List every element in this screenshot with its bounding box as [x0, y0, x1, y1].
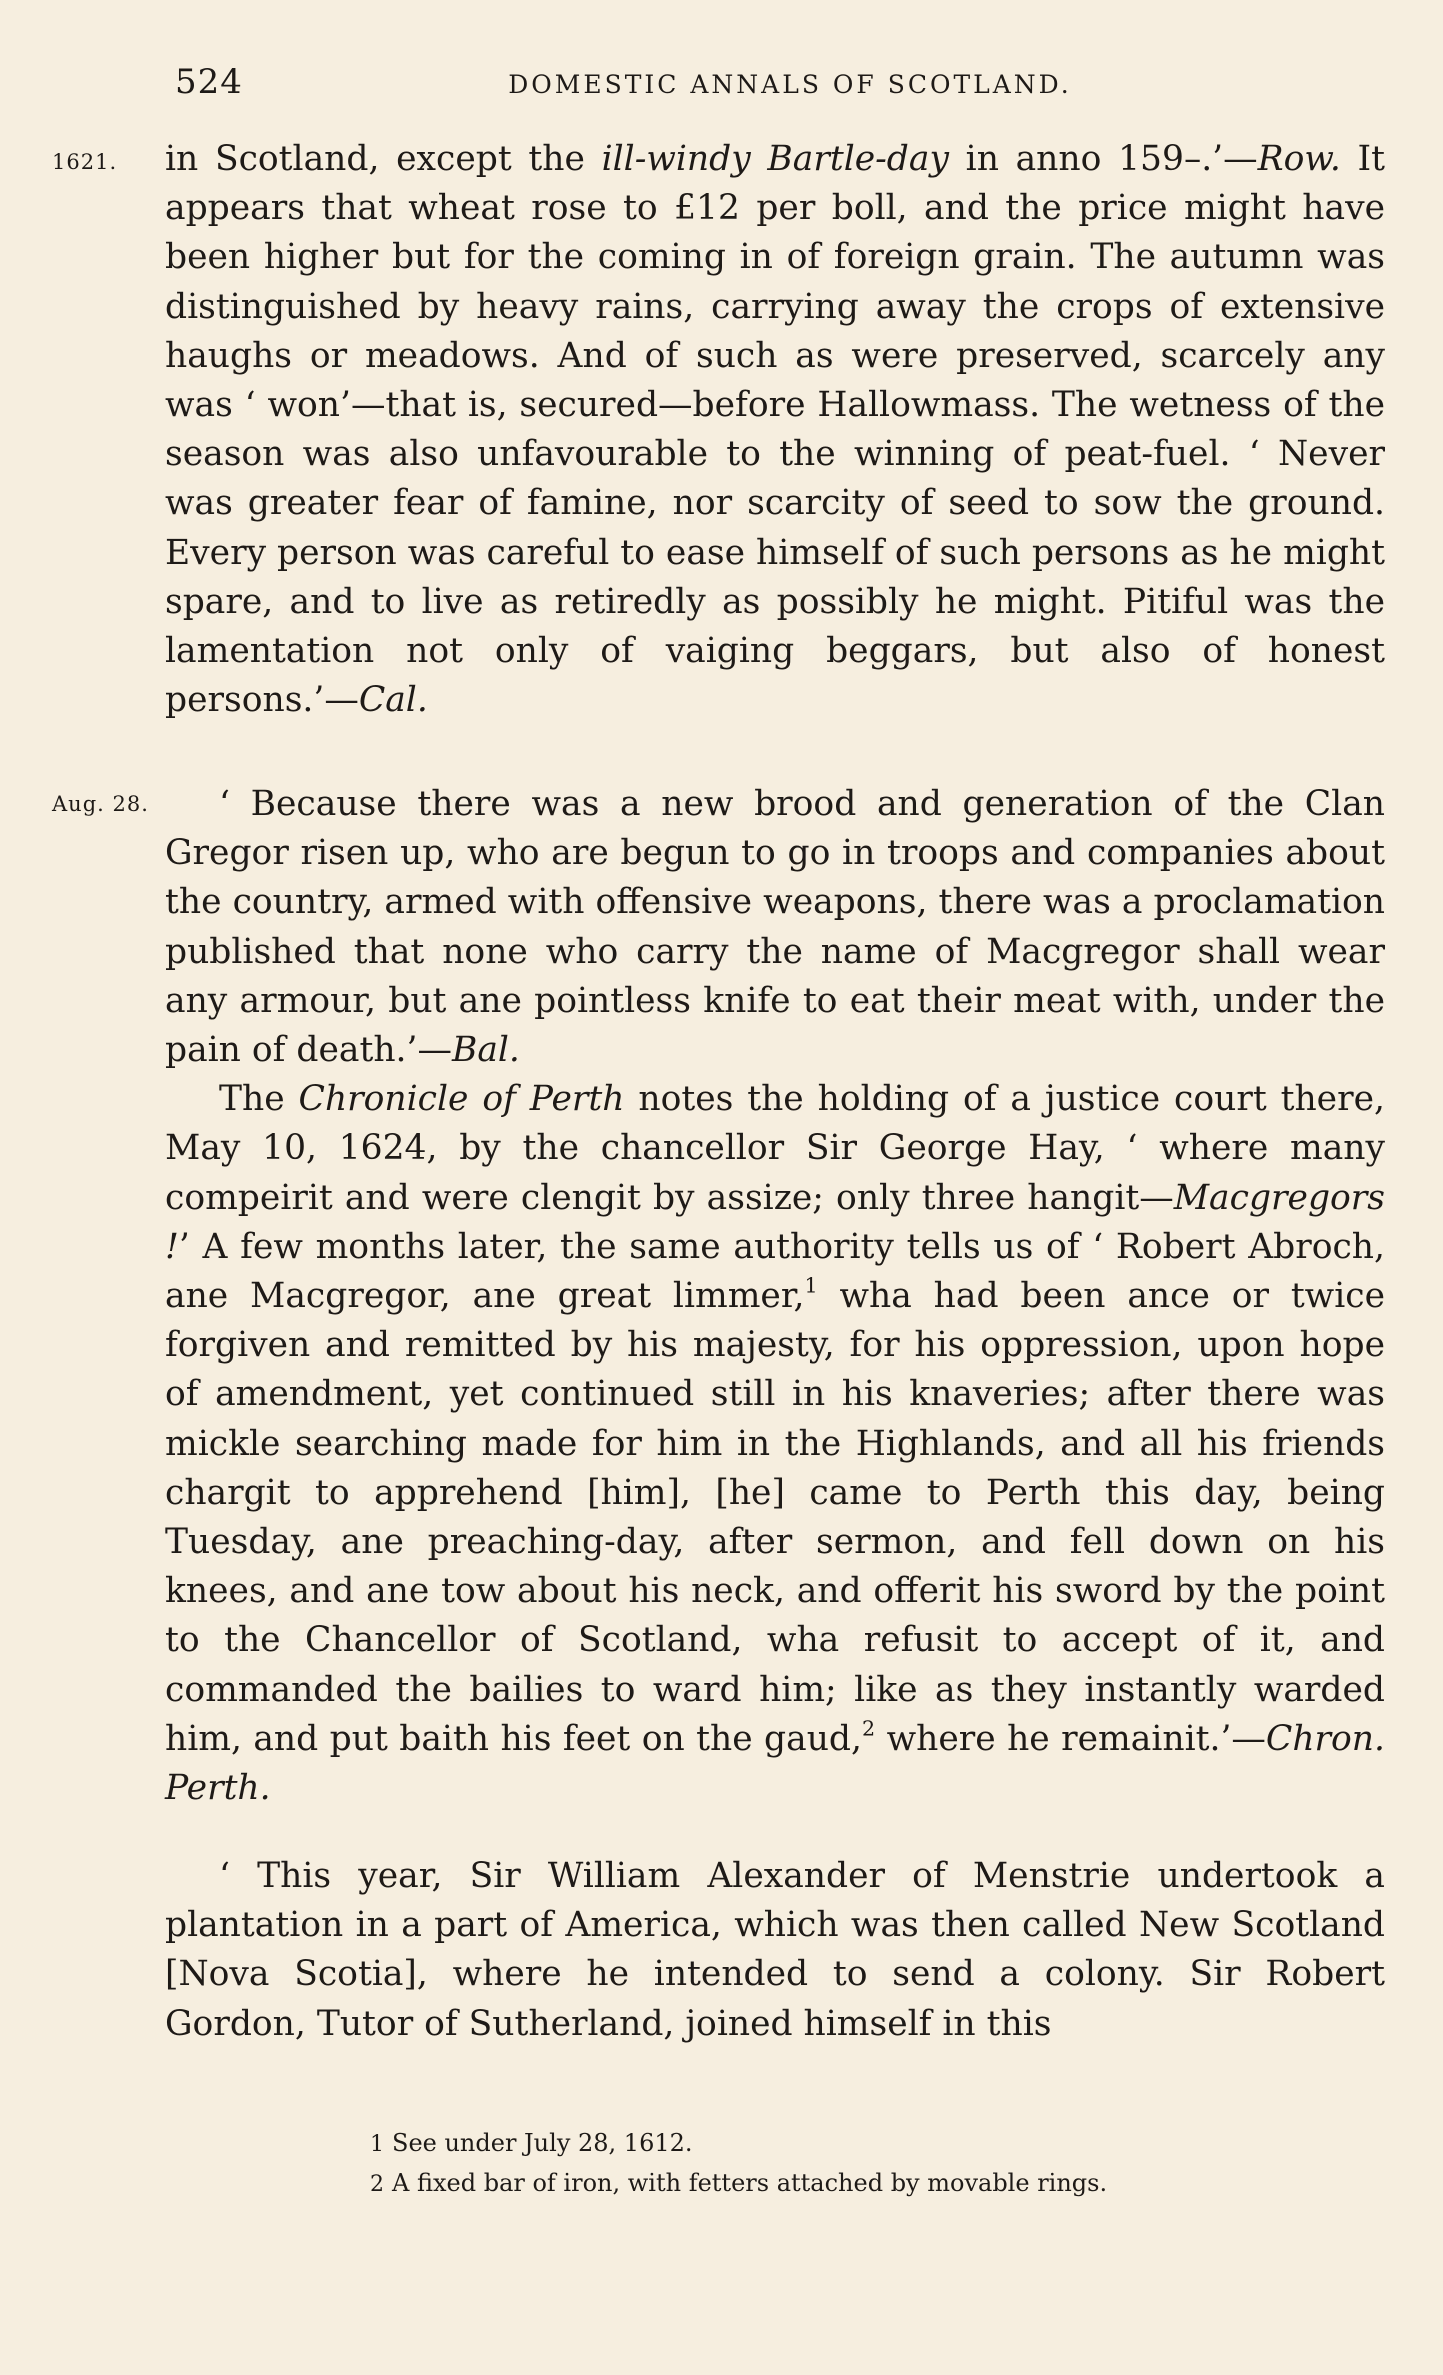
text-span: The	[219, 1079, 299, 1120]
margin-note-date: Aug. 28.	[52, 792, 149, 816]
footnote-ref: 1	[804, 1273, 818, 1298]
footnote-ref: 2	[861, 1716, 876, 1741]
footnote	[370, 2124, 1370, 2164]
source-citation: Row.	[1257, 139, 1341, 179]
footnote-text: A fixed bar of iron, with fetters attached by movable rings.	[392, 2169, 1108, 2197]
page-number: 524	[175, 62, 243, 102]
paragraph-4	[165, 1852, 1385, 2049]
footnote-number: 1	[370, 2132, 384, 2157]
footnote-number: 2	[370, 2172, 384, 2197]
entry-aug-28	[165, 780, 1385, 1813]
italic-span: ill-windy Bartle-day	[601, 139, 949, 179]
text-span: ‘ Because there was a new brood and generation of the Clan Gregor risen up, who are begun to go in troops and companies about the country, armed with offensive weapons, there was a proclamation published that none who carry the name of Macgregor shall wear any armour, but ane pointless knife to eat their meat with, under the pain of death.’—	[165, 784, 1385, 1071]
paragraph-1	[165, 135, 1385, 725]
source-citation: Bal.	[451, 1030, 520, 1071]
paragraph-3	[165, 1075, 1385, 1813]
footnote	[370, 2164, 1370, 2204]
source-citation: Cal.	[358, 680, 428, 721]
text-span: in Scotland, except the	[165, 139, 602, 179]
italic-span: Macgregors !	[165, 1177, 1385, 1267]
text-span: wha had been ance or twice forgiven and remitted by his majesty, for his oppression, upon hope of amendment, yet continued still in his knaveries; after there was mickle searching made for him in the Highlands, and all his friends chargit to apprehend [him], [he] came to Perth this day, being Tuesday, ane preaching-day, after sermon, and fell down on his knees, and ane tow about his neck, and offerit his sword by the point to the Chancellor of Scotland, wha refusit to accept of it, and commanded the bailies to ward him; like as they instantly warded him, and put baith his feet on the gaud,	[165, 1276, 1385, 1759]
text-span: where he remainit.’—	[875, 1718, 1266, 1759]
italic-span: Chronicle of Perth	[298, 1079, 625, 1120]
running-head: DOMESTIC ANNALS OF SCOTLAND.	[508, 70, 1072, 99]
paragraph-2	[165, 780, 1385, 1075]
text-span: ’ A few months later, the same authority tells us of ‘ Robert Abroch, ane Macgregor, ane great limmer,	[165, 1226, 1385, 1317]
text-span: It appears that wheat rose to £12 per boll, and the price might have been higher but for the coming in of foreign grain. The autumn was distinguished by heavy rains, carrying away the crops of extensive haughs or meadows. And of such as were preserved, scarcely any was ‘ won’—that is, secured—before Hallowmass. The wetness of the season was also unfavourable to the winning of peat-fuel. ‘ Never was greater fear of famine, nor scarcity of seed to sow the ground. Every person was careful to ease himself of such persons as he might spare, and to live as retiredly as possibly he might. Pitiful was the lamentation not only of vaiging beggars, but also of honest persons.’—	[165, 139, 1385, 721]
footnotes	[370, 2124, 1370, 2204]
source-citation: Chron. Perth.	[165, 1718, 1385, 1809]
footnote-text: See under July 28, 1612.	[392, 2129, 693, 2157]
text-span: in anno 159–.’—	[948, 139, 1258, 179]
text-span: notes the holding of a justice court there, May 10, 1624, by the chancellor Sir George Hay, ‘ where many compeirit and were clengit by assize; only three hangit—	[165, 1079, 1385, 1218]
margin-note-year: 1621.	[52, 150, 118, 174]
page-header	[175, 62, 1365, 112]
text-span: ‘ This year, Sir William Alexander of Menstrie undertook a plantation in a part of America, which was then called New Scotland [Nova Scotia], where he intended to send a colony. Sir Robert Gordon, Tutor of Sutherland, joined himself in this	[165, 1856, 1385, 2044]
